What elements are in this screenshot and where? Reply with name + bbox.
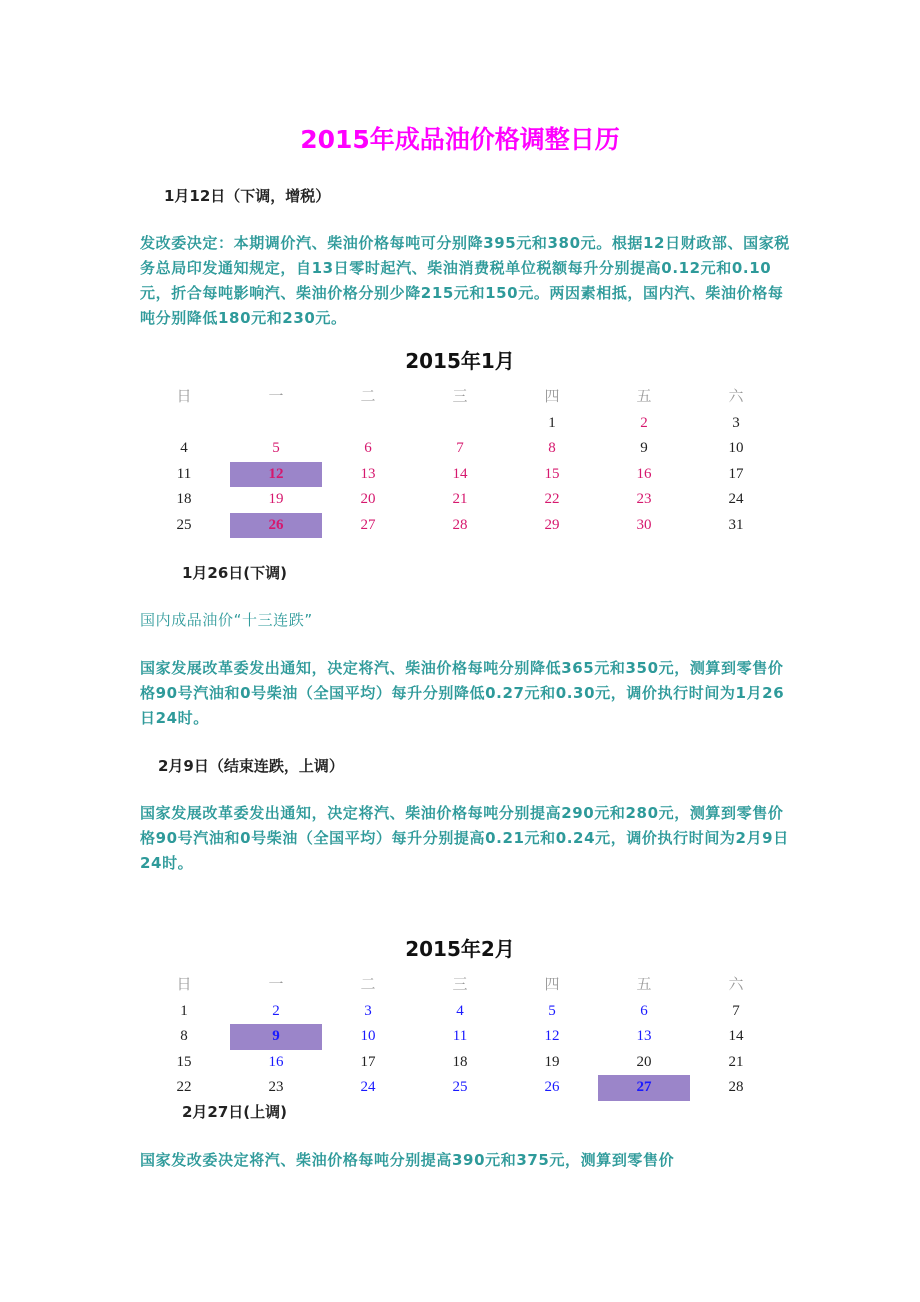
calendar-day: 5 — [272, 440, 280, 456]
weekday-label: 一 — [268, 977, 284, 993]
section-heading: 2月27日(上调) — [182, 1103, 288, 1121]
document-title: 2015年成品油价格调整日历 — [300, 125, 620, 154]
calendar-day: 6 — [364, 440, 372, 456]
calendar-day: 6 — [640, 1002, 648, 1019]
calendar-day-highlighted: 26 — [230, 513, 322, 539]
calendar-day: 27 — [360, 516, 376, 533]
section-paragraph: 发改委决定：本期调价汽、柴油价格每吨可分别降395元和380元。根据12日财政部、国家税务总局印发通知规定，自13日零时起汽、柴油消费税单位税额每升分别提高0.12元和0.10元，折合每吨影响汽、柴油价格分别少降215元和150元。两因素相抵，国内汽、柴油价格每吨分别降低180元和230元。 — [140, 234, 790, 327]
calendar-january — [138, 385, 782, 538]
calendar-day: 8 — [548, 440, 556, 456]
calendar-day: 3 — [364, 1002, 372, 1019]
calendar-day: 15 — [544, 465, 560, 482]
calendar-day: 11 — [176, 465, 192, 482]
calendar-day — [230, 411, 322, 437]
calendar-day: 13 — [636, 1028, 652, 1044]
calendar-week-row — [138, 462, 782, 488]
calendar-day: 20 — [360, 491, 376, 507]
calendar-day: 2 — [272, 1002, 280, 1019]
calendar-day-highlighted: 12 — [230, 462, 322, 488]
section-subheading: 国内成品油价“十三连跌” — [140, 611, 313, 629]
calendar-day: 7 — [732, 1002, 740, 1019]
section-paragraph: 国家发展改革委发出通知，决定将汽、柴油价格每吨分别降低365元和350元，测算到零售价格90号汽油和0号柴油（全国平均）每升分别降低0.27元和0.30元，调价执行时间为1月26日24时。 — [140, 659, 785, 727]
calendar-day — [414, 411, 506, 437]
calendar-day: 20 — [636, 1053, 652, 1070]
calendar-week-row — [138, 1050, 782, 1076]
weekday-label: 六 — [728, 389, 744, 405]
calendar-day: 18 — [452, 1053, 468, 1070]
calendar-day: 16 — [268, 1053, 284, 1070]
calendar-day: 4 — [180, 440, 188, 456]
calendar-week-row — [138, 1024, 782, 1050]
calendar-day: 21 — [728, 1053, 744, 1070]
calendar-day: 17 — [360, 1053, 376, 1070]
calendar-week-row — [138, 999, 782, 1025]
calendar-day: 29 — [544, 516, 560, 533]
calendar-day: 19 — [268, 491, 284, 507]
weekday-label: 二 — [360, 977, 376, 993]
section-heading: 2月9日（结束连跌，上调） — [158, 757, 344, 775]
calendar-day: 28 — [728, 1079, 744, 1095]
calendar-day: 10 — [360, 1028, 376, 1044]
calendar-day: 10 — [728, 440, 744, 456]
calendar-day: 19 — [544, 1053, 560, 1070]
calendar-day: 30 — [636, 516, 652, 533]
calendar-week-row — [138, 1075, 782, 1101]
calendar-day: 14 — [452, 465, 468, 482]
calendar-day: 28 — [452, 516, 468, 533]
calendar-day: 13 — [360, 465, 376, 482]
weekday-header — [138, 385, 782, 411]
calendar-day — [322, 411, 414, 437]
calendar-title: 2015年1月 — [405, 349, 515, 373]
calendar-day: 12 — [544, 1028, 560, 1044]
weekday-label: 一 — [268, 389, 284, 405]
calendar-day: 23 — [636, 491, 652, 507]
calendar-day: 24 — [728, 491, 744, 507]
weekday-label: 四 — [544, 389, 560, 405]
calendar-day: 23 — [268, 1079, 284, 1095]
section-heading: 1月12日（下调，增税） — [164, 187, 331, 205]
weekday-header — [138, 973, 782, 999]
weekday-label: 四 — [544, 977, 560, 993]
calendar-day: 11 — [452, 1028, 468, 1044]
calendar-day: 21 — [452, 491, 468, 507]
calendar-day: 31 — [728, 516, 744, 533]
weekday-label: 日 — [176, 389, 192, 405]
calendar-day: 15 — [176, 1053, 192, 1070]
calendar-day: 2 — [640, 414, 648, 431]
calendar-day: 22 — [544, 491, 560, 507]
weekday-label: 五 — [636, 389, 652, 405]
calendar-day: 25 — [176, 516, 192, 533]
calendar-day: 22 — [176, 1079, 192, 1095]
section-paragraph: 国家发展改革委发出通知，决定将汽、柴油价格每吨分别提高290元和280元，测算到零售价格90号汽油和0号柴油（全国平均）每升分别提高0.21元和0.24元，调价执行时间为2月9日24时。 — [140, 804, 789, 872]
calendar-day: 1 — [548, 414, 556, 431]
calendar-day-highlighted: 27 — [598, 1075, 690, 1101]
calendar-week-row — [138, 487, 782, 513]
calendar-day: 17 — [728, 465, 744, 482]
calendar-day: 8 — [180, 1028, 188, 1044]
weekday-label: 五 — [636, 977, 652, 993]
section-paragraph: 国家发改委决定将汽、柴油价格每吨分别提高390元和375元，测算到零售价 — [140, 1151, 675, 1169]
calendar-day: 1 — [180, 1002, 188, 1019]
calendar-day: 3 — [732, 414, 740, 431]
calendar-day-highlighted: 9 — [230, 1024, 322, 1050]
calendar-day: 9 — [640, 440, 648, 456]
calendar-week-row — [138, 513, 782, 539]
calendar-day: 25 — [452, 1079, 468, 1095]
calendar-day: 5 — [548, 1002, 556, 1019]
calendar-day — [138, 411, 230, 437]
weekday-label: 六 — [728, 977, 744, 993]
section-heading: 1月26日(下调) — [182, 564, 288, 582]
weekday-label: 二 — [360, 389, 376, 405]
calendar-week-row — [138, 411, 782, 437]
calendar-title: 2015年2月 — [405, 937, 515, 961]
calendar-day: 14 — [728, 1028, 744, 1044]
calendar-day: 24 — [360, 1079, 376, 1095]
calendar-day: 7 — [456, 440, 464, 456]
weekday-label: 日 — [176, 977, 192, 993]
calendar-day: 26 — [544, 1079, 560, 1095]
calendar-february — [138, 973, 782, 1101]
calendar-day: 4 — [456, 1002, 464, 1019]
calendar-day: 18 — [176, 491, 192, 507]
weekday-label: 三 — [452, 977, 468, 993]
calendar-day: 16 — [636, 465, 652, 482]
weekday-label: 三 — [452, 389, 468, 405]
calendar-week-row — [138, 436, 782, 462]
